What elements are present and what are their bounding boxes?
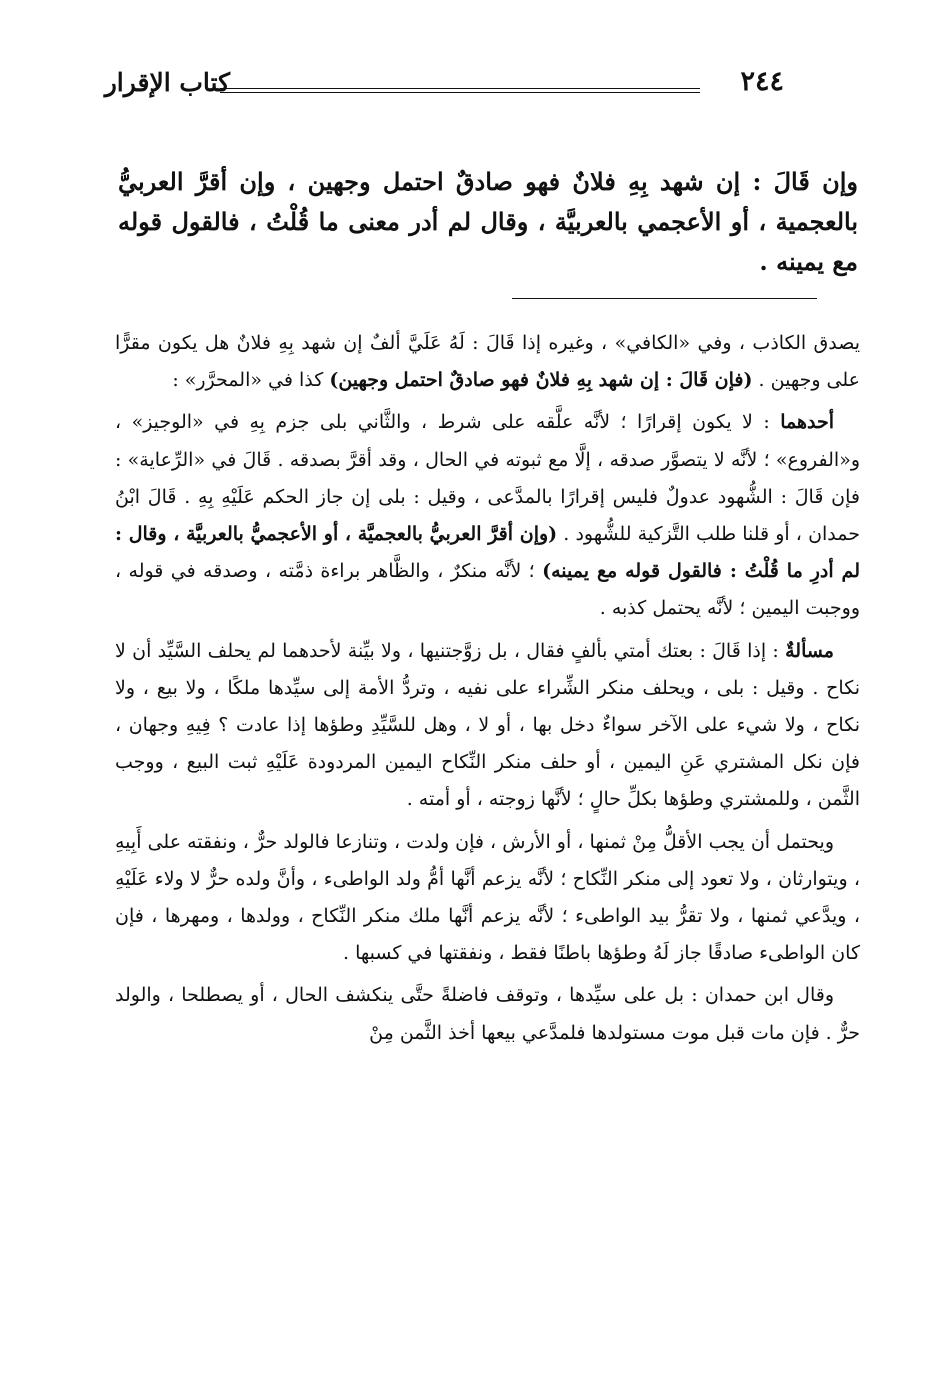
page-header bbox=[80, 62, 860, 108]
quoted-matn: (فإن قَالَ : إن شهد بِهِ فلانٌ فهو صادقٌ احتمل وجهين) bbox=[329, 369, 753, 392]
quoted-matn: (وإن أقرَّ العربيُّ بالعجميَّة ، أو الأعجميُّ بالعربيَّة ، وقال : لم أدرِ ما قُلْتُ : فالقول قوله مع يمينه) bbox=[115, 523, 860, 583]
main-text: وإن قَالَ : إن شهد بِهِ فلانٌ فهو صادقٌ احتمل وجهين ، وإن أقرَّ العربيُّ بالعجمية ، أو الأعجمي بالعربيَّة ، وقال لم أدر معنى ما قُلْتُ ، فالقول قوله مع يمينه . bbox=[118, 167, 858, 276]
commentary-paragraph bbox=[115, 404, 860, 627]
chapter-title: كتاب الإقرار bbox=[104, 68, 230, 97]
keyword: أحدهما bbox=[780, 411, 834, 434]
commentary-text: : لا يكون إقرارًا ؛ لأنَّه علَّقه على شرط ، والثَّاني بلى جزم بِهِ في «الوجيز» ، و«الفروع» ؛ لأنَّه لا يتصوَّر صدقه ، إلَّا مع ثبوته في الحال ، وقد أقرَّ بصدقه . قَالَ في «الرِّعاية» : فإن قَالَ : الشُّهود عدولٌ فليس إقرارًا بالمدَّعى ، وقيل : بلى إن جاز الحكم عَلَيْهِ بِهِ . قَالَ ابْنُ حمدان ، أو قلنا طلب التَّزكية للشُّهود . bbox=[115, 411, 861, 546]
header-rule bbox=[220, 88, 700, 93]
commentary-text: : إذا قَالَ : بعتك أمتي بألفٍ فقال ، بل زوَّجتنيها ، ولا بيِّنة لأحدهما لم يحلف السَّيِّد أن لا نكاح . وقيل : بلى ، ويحلف منكر الشِّراء على نفيه ، وتردُّ الأمة إلى سيِّدها ملكًا ، ولا بيع ، ولا نكاح ، ولا شيء على الآخر سواءٌ دخل بها ، أو لا ، وهل للسَّيِّدِ وطؤها إذا عادت ؟ فِيهِ وجهان ، فإن نكل المشتري عَنِ اليمين ، أو حلف منكر النِّكاح اليمين المردودة عَلَيْهِ ثبت البيع ، ووجب الثَّمن ، وللمشتري وطؤها بكلِّ حالٍ ؛ لأنَّها زوجته ، أو أمته . bbox=[115, 639, 860, 811]
commentary-text: وقال ابن حمدان : بل على سيِّدها ، وتوقف فاضلةً حتَّى ينكشف الحال ، أو يصطلحا ، والولد حرٌّ . فإن مات قبل موت مستولدها فلمدَّعي بيعها أخذ الثَّمن مِنْ bbox=[115, 984, 860, 1044]
commentary bbox=[115, 325, 860, 1057]
commentary-paragraph bbox=[115, 325, 860, 399]
commentary-text: يصدق الكاذب ، وفي «الكافي» ، وغيره إذا قَالَ : لَهُ عَلَيَّ ألفٌ إن شهد بِهِ فلانٌ هل يكون مقرًّا على وجهين . bbox=[115, 332, 860, 392]
page-number: ٢٤٤ bbox=[740, 66, 784, 97]
commentary-paragraph bbox=[115, 824, 860, 973]
keyword: مسألةٌ bbox=[785, 639, 834, 662]
commentary-text: ويحتمل أن يجب الأقلُّ مِنْ ثمنها ، أو الأرش ، فإن ولدت ، وتنازعا فالولد حرٌّ ، ونفقته على أَبِيهِ ، ويتوارثان ، ولا تعود إلى منكر النِّكاح ؛ لأنَّه يزعم أنَّها أمُّ ولد الواطىء ، وأنَّ ولده حرٌّ لا ولاء عَلَيْهِ ، ويدَّعي ثمنها ، ولا تقرُّ بيد الواطىء ؛ لأنَّه يزعم أنَّها ملك منكر النِّكاح ، وولدها ، ومهرها ، فإن كان الواطىء صادقًا جاز لَهُ وطؤها باطنًا فقط ، ونفقتها في كسبها . bbox=[115, 830, 860, 965]
footnote-separator bbox=[512, 298, 817, 299]
commentary-text: كذا في «المحرَّر» : bbox=[172, 369, 330, 392]
commentary-paragraph bbox=[115, 977, 860, 1051]
commentary-text: ؛ لأنَّه منكرٌ ، والظَّاهر براءة ذمَّته ، وصدقه في قوله ، ووجبت اليمين ؛ لأنَّه يحتمل كذبه . bbox=[115, 560, 860, 620]
commentary-paragraph bbox=[115, 633, 860, 819]
